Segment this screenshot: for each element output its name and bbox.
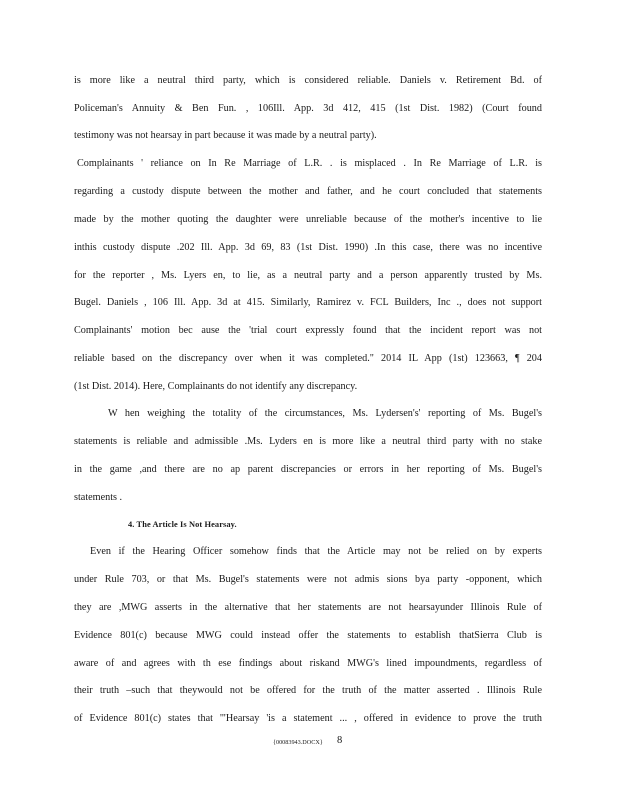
body-text-line: is more like a neutral third party, which is considered reliable. Daniels v. Retirement Bd. of <box>74 75 542 86</box>
body-text-line: inthis custody dispute .202 Ill. App. 3d 69, 83 (1st Dist. 1990) .In this case, there was no incentive <box>74 242 542 253</box>
body-text-line: reliable based on the discrepancy over when it was completed." 2014 IL App (1st) 123663, ¶ 204 <box>74 353 542 364</box>
body-text-line: their truth –such that theywould not be offered for the truth of the matter asserted . Illinois Rule <box>74 685 542 696</box>
body-text-line: Complainants ' reliance on In Re Marriage of L.R. . is misplaced . In Re Marriage of L.R. is <box>77 158 542 169</box>
body-text-line: they are ,MWG asserts in the alternative that her statements are not hearsayunder Illinois Rule of <box>74 602 542 613</box>
body-text-line: regarding a custody dispute between the mother and father, and he court concluded that statements <box>74 186 542 197</box>
body-text-line: Evidence 801(c) because MWG could instead offer the statements to establish thatSierra Club is <box>74 630 542 641</box>
body-text-line: Complainants' motion bec ause the 'trial court expressly found that the incident report was not <box>74 325 542 336</box>
body-text-line: statements is reliable and admissible .Ms. Lyders en is more like a neutral third party with no stake <box>74 436 542 447</box>
body-text-line: Policeman's Annuity & Ben Fun. , 106Ill. App. 3d 412, 415 (1st Dist. 1982) (Court found <box>74 103 542 114</box>
body-text-line: for the reporter , Ms. Lyers en, to lie, as a neutral party and a person apparently trusted by Ms. <box>74 270 542 281</box>
page-number: 8 <box>337 735 343 746</box>
body-text-line: under Rule 703, or that Ms. Bugel's statements were not admis sions bya party -opponent, which <box>74 574 542 585</box>
body-text-line: W hen weighing the totality of the circumstances, Ms. Lydersen's' reporting of Ms. Bugel's <box>108 408 542 419</box>
body-text-line: made by the mother quoting the daughter were unreliable because of the mother's incentive to lie <box>74 214 542 225</box>
body-text-line: aware of and agrees with th ese findings about riskand MWG's lined impoundments, regardless of <box>74 658 542 669</box>
section-heading: 4. The Article Is Not Hearsay. <box>128 520 237 529</box>
body-text-line: testimony was not hearsay in part because it was made by a neutral party). <box>74 130 377 141</box>
body-text-line: in the game ,and there are no ap parent discrepancies or errors in her reporting of Ms. Bugel's <box>74 464 542 475</box>
body-text-line: statements . <box>74 492 123 503</box>
body-text-line: Even if the Hearing Officer somehow finds that the Article may not be relied on by experts <box>90 546 542 557</box>
footer-document-id: {00083943.DOCX} <box>273 739 323 746</box>
body-text-line: Bugel. Daniels , 106 Ill. App. 3d at 415. Similarly, Ramirez v. FCL Builders, Inc ., does not support <box>74 297 542 308</box>
body-text-line: (1st Dist. 2014). Here, Complainants do not identify any discrepancy. <box>74 381 358 392</box>
body-text-line: of Evidence 801(c) states that '"Hearsay 'is a statement ... , offered in evidence to prove the truth <box>74 713 542 724</box>
